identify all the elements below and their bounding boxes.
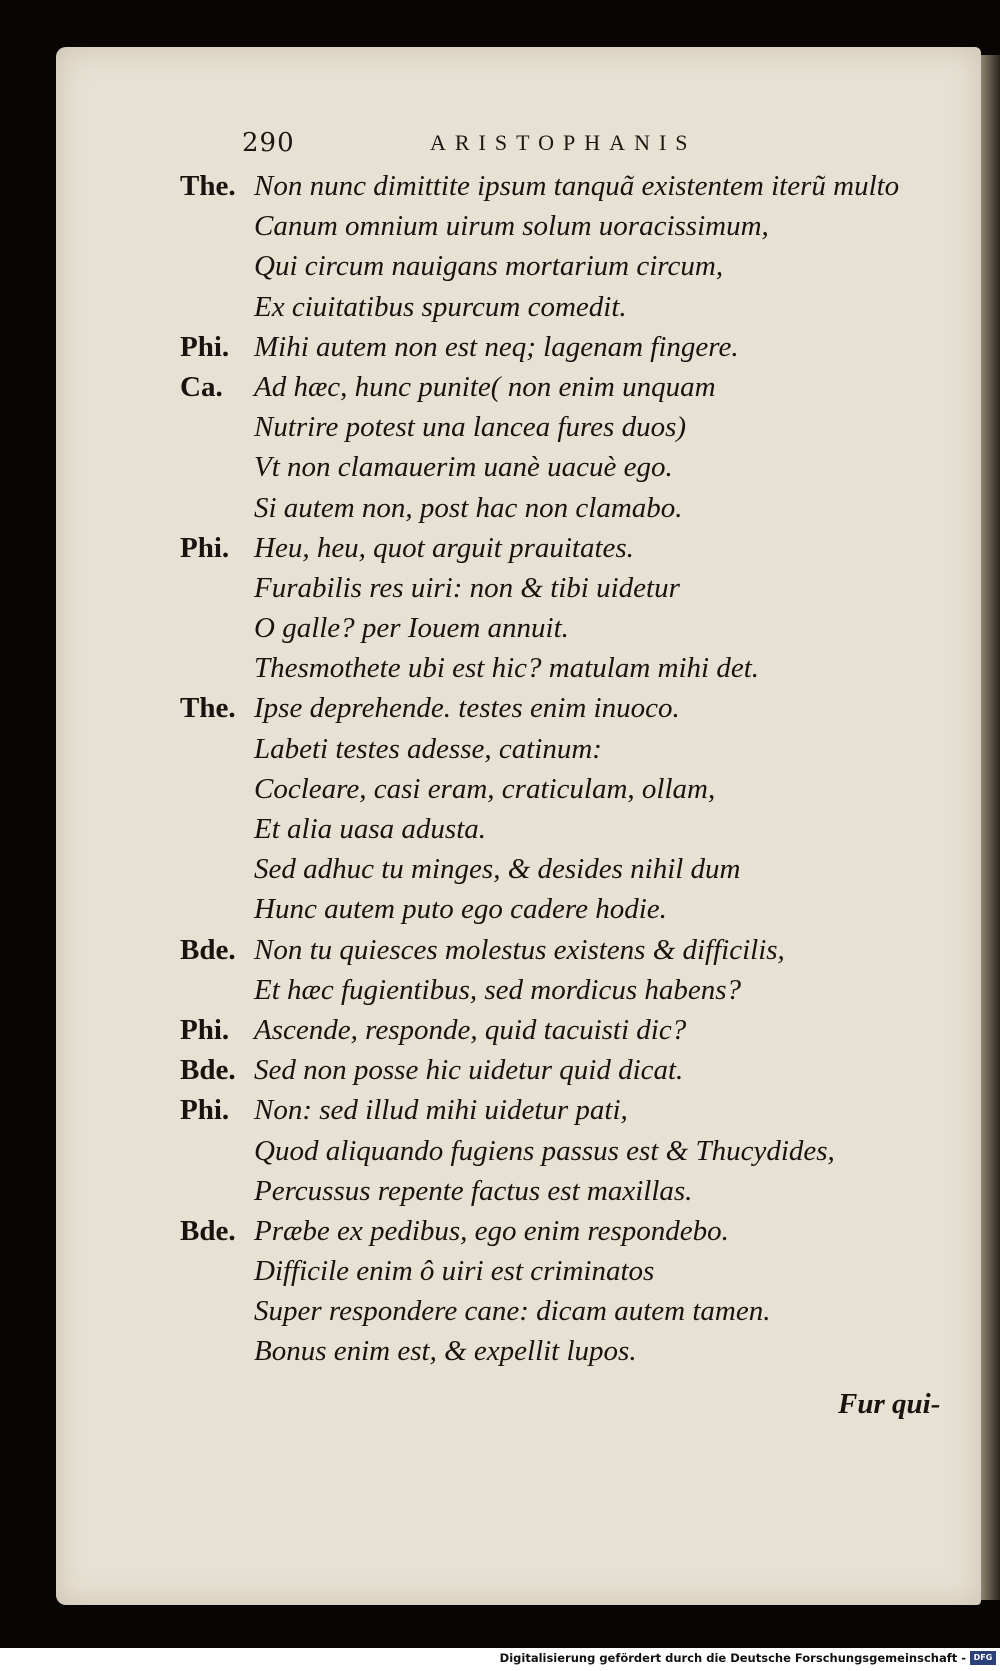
- catchword: Fur qui-: [838, 1388, 941, 1420]
- verse-line: Ad hæc, hunc punite( non enim unquam: [254, 370, 716, 403]
- text-line: [0, 572, 1000, 612]
- speaker-label: Phi.: [180, 531, 230, 564]
- verse-line: Qui circum nauigans mortarium circum,: [254, 250, 724, 283]
- verse-line: Sed non posse hic uidetur quid dicat.: [254, 1054, 684, 1087]
- running-head: ARISTOPHANIS: [430, 130, 697, 155]
- verse-line: Labeti testes adesse, catinum:: [254, 732, 602, 765]
- text-line: [0, 934, 1000, 974]
- dfg-logo: DFG: [970, 1651, 996, 1665]
- verse-line: Vt non clamauerim uanè uacuè ego.: [254, 451, 673, 484]
- speaker-label: Phi.: [180, 1094, 230, 1127]
- text-line: [0, 451, 1000, 491]
- verse-line: Super respondere cane: dicam autem tamen.: [254, 1295, 771, 1328]
- text-line: [0, 733, 1000, 773]
- text-line: [0, 411, 1000, 451]
- verse-line: Si autem non, post hac non clamabo.: [254, 491, 683, 524]
- verse-line: Non: sed illud mihi uidetur pati,: [254, 1094, 628, 1127]
- speaker-label: Phi.: [180, 1013, 230, 1046]
- text-line: [0, 532, 1000, 572]
- verse-line: Mihi autem non est neq; lagenam fingere.: [254, 330, 739, 363]
- text-line: [0, 210, 1000, 250]
- text-line: [0, 813, 1000, 853]
- verse-line: Furabilis res uiri: non & tibi uidetur: [254, 571, 680, 604]
- verse-line: Præbe ex pedibus, ego enim respondebo.: [254, 1214, 729, 1247]
- text-line: [0, 652, 1000, 692]
- verse-line: Non nunc dimittite ipsum tanquã existentem iterũ multo: [254, 170, 900, 202]
- verse-line: O galle? per Iouem annuit.: [254, 612, 569, 645]
- verse-line: Ex ciuitatibus spurcum comedit.: [254, 290, 627, 323]
- verse-line: Heu, heu, quot arguit prauitates.: [254, 531, 634, 564]
- text-line: [0, 1135, 1000, 1175]
- verse-line: Nutrire potest una lancea fures duos): [254, 411, 687, 444]
- text-line: [0, 1215, 1000, 1255]
- page-number: 290: [242, 128, 295, 158]
- speaker-label: Bde.: [180, 1214, 236, 1247]
- digitization-footer: [0, 1648, 1000, 1671]
- verse-line: Quod aliquando fugiens passus est & Thucydides,: [254, 1134, 835, 1167]
- speaker-label: Bde.: [180, 933, 236, 966]
- speaker-label: The.: [180, 692, 236, 725]
- text-line: [0, 331, 1000, 371]
- text-line: [0, 1175, 1000, 1215]
- speaker-label: Phi.: [180, 330, 230, 363]
- text-line: [0, 773, 1000, 813]
- verse-line: Sed adhuc tu minges, & desides nihil dum: [254, 853, 741, 886]
- verse-line: Canum omnium uirum solum uoracissimum,: [254, 210, 769, 243]
- speaker-label: The.: [180, 170, 236, 202]
- funding-credit: Digitalisierung gefördert durch die Deutsche Forschungsgemeinschaft -: [499, 1651, 966, 1665]
- text-line: [0, 974, 1000, 1014]
- verse-line: Thesmothete ubi est hic? matulam mihi det.: [254, 652, 760, 685]
- text-line: [0, 1094, 1000, 1134]
- text-line: [0, 853, 1000, 893]
- text-line: [0, 291, 1000, 331]
- text-line: [0, 250, 1000, 290]
- speaker-label: Ca.: [180, 370, 223, 403]
- verse-line: Non tu quiesces molestus existens & difficilis,: [254, 933, 785, 966]
- verse-line: Et alia uasa adusta.: [254, 813, 487, 845]
- verse-line: Difficile enim ô uiri est criminatos: [254, 1255, 655, 1288]
- text-line: [0, 692, 1000, 732]
- text-line: [0, 1054, 1000, 1094]
- verse-line: Percussus repente factus est maxillas.: [254, 1174, 693, 1207]
- text-line: [0, 492, 1000, 532]
- text-line: [0, 893, 1000, 933]
- speaker-label: Bde.: [180, 1054, 236, 1087]
- text-line: [0, 1295, 1000, 1335]
- verse-line: Cocleare, casi eram, craticulam, ollam,: [254, 772, 716, 805]
- text-line: [0, 1014, 1000, 1054]
- verse-line: Ascende, responde, quid tacuisti dic?: [254, 1013, 687, 1046]
- verse-line: Ipse deprehende. testes enim inuoco.: [254, 692, 680, 725]
- text-line: [0, 1335, 1000, 1375]
- text-line: [0, 612, 1000, 652]
- text-line: [0, 170, 1000, 210]
- text-line: [0, 371, 1000, 411]
- verse-line: Et hæc fugientibus, sed mordicus habens?: [254, 973, 742, 1006]
- verse-line: Bonus enim est, & expellit lupos.: [254, 1335, 637, 1368]
- verse-text: [0, 170, 1000, 1376]
- page-header: [0, 128, 1000, 158]
- verse-line: Hunc autem puto ego cadere hodie.: [254, 893, 667, 926]
- text-line: [0, 1255, 1000, 1295]
